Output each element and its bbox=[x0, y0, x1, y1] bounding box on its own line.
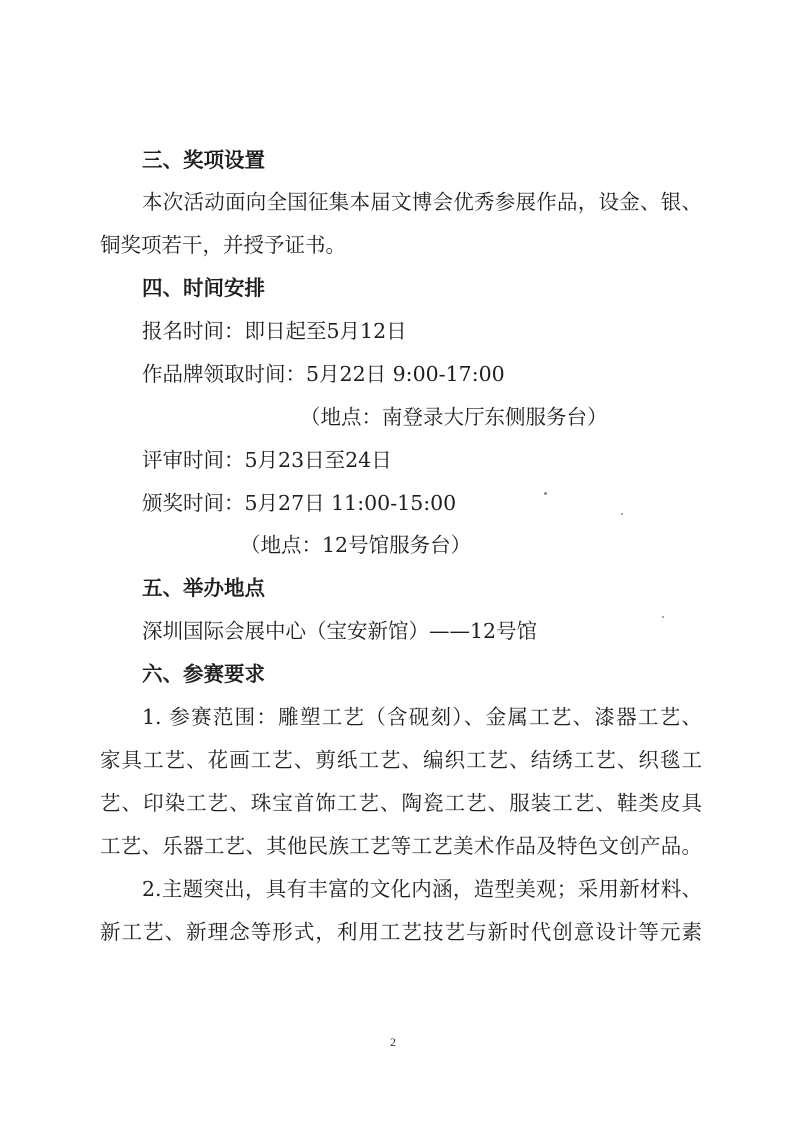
page-number: 2 bbox=[390, 1035, 396, 1049]
paragraph-line: 1. 参赛范围：雕塑工艺（含砚刻）、金属工艺、漆器工艺、 bbox=[142, 705, 702, 729]
schedule-badge-pickup: 作品牌领取时间：5月22日 9:00-17:00 bbox=[142, 362, 505, 386]
paragraph-line: 艺、印染工艺、珠宝首饰工艺、陶瓷工艺、服装工艺、鞋类皮具 bbox=[100, 791, 702, 815]
scan-speck bbox=[621, 513, 623, 515]
section-heading-requirements: 六、参赛要求 bbox=[142, 662, 265, 686]
schedule-ceremony: 颁奖时间：5月27日 11:00-15:00 bbox=[142, 491, 457, 515]
paragraph-line: 新工艺、新理念等形式，利用工艺技艺与新时代创意设计等元素 bbox=[100, 920, 702, 944]
section-heading-venue: 五、举办地点 bbox=[142, 576, 265, 600]
paragraph-line: 本次活动面向全国征集本届文博会优秀参展作品，设金、银、 bbox=[142, 190, 702, 214]
paragraph-line: 2.主题突出，具有丰富的文化内涵，造型美观；采用新材料、 bbox=[142, 877, 702, 901]
paragraph-line: 家具工艺、花画工艺、剪纸工艺、编织工艺、结绣工艺、织毯工 bbox=[100, 748, 702, 772]
schedule-registration: 报名时间：即日起至5月12日 bbox=[142, 319, 407, 343]
scan-speck bbox=[662, 616, 664, 618]
section-heading-schedule: 四、时间安排 bbox=[142, 276, 265, 300]
paragraph-line: 工艺、乐器工艺、其他民族工艺等工艺美术作品及特色文创产品。 bbox=[100, 834, 702, 858]
schedule-ceremony-location: （地点：12号馆服务台） bbox=[240, 533, 472, 557]
schedule-review: 评审时间：5月23日至24日 bbox=[142, 448, 392, 472]
section-heading-awards: 三、奖项设置 bbox=[142, 148, 265, 172]
venue-text: 深圳国际会展中心（宝安新馆）——12号馆 bbox=[142, 619, 538, 643]
scan-speck bbox=[544, 492, 547, 495]
schedule-badge-location: （地点：南登录大厅东侧服务台） bbox=[300, 405, 608, 429]
paragraph-line: 铜奖项若干，并授予证书。 bbox=[100, 233, 346, 257]
